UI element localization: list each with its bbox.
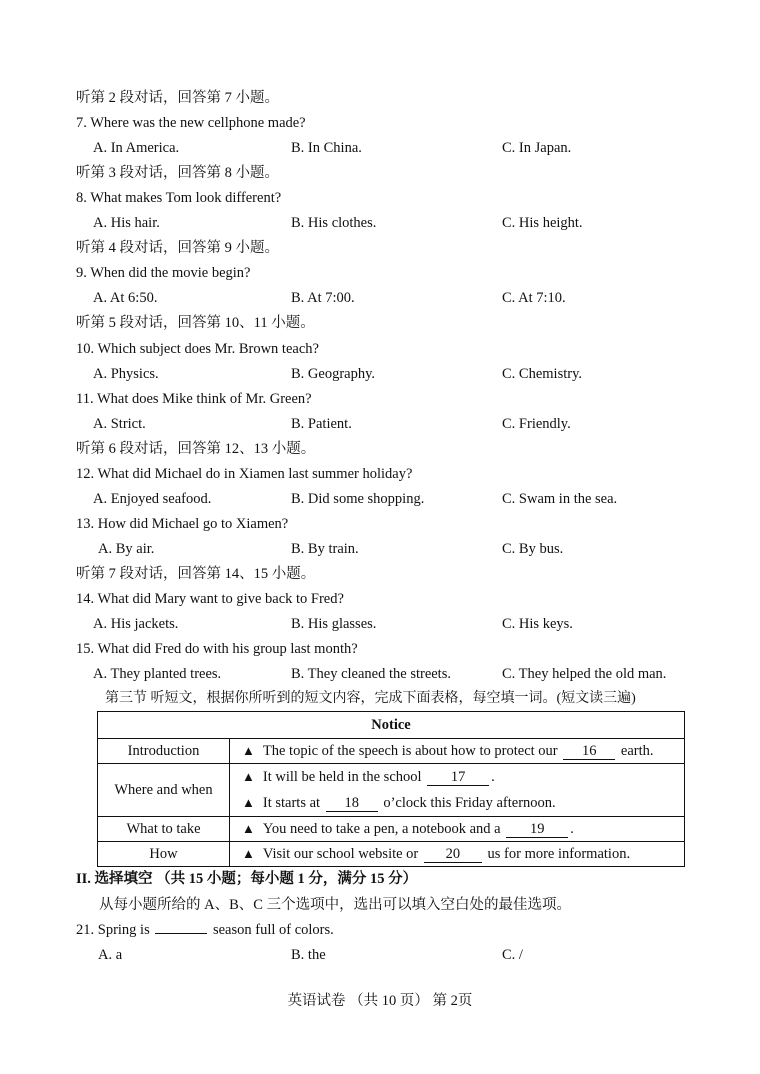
question-10-option-b: B. Geography. (291, 366, 376, 382)
question-21-option-a: A. a (98, 947, 123, 963)
blank-19: 19 (506, 822, 568, 838)
section-intro-4: 听第 4 段对话，回答第 9 小题。 (76, 240, 279, 256)
section-intro-3: 听第 3 段对话，回答第 8 小题。 (76, 165, 279, 181)
question-10-option-c: C. Chemistry. (502, 366, 583, 382)
page-footer: 英语试卷 （共 10 页） 第 2页 (287, 993, 473, 1009)
row-label-where-when: Where and when (98, 764, 230, 817)
question-11-option-c: C. Friendly. (502, 416, 571, 432)
blank-20: 20 (424, 847, 482, 863)
section-intro-7: 听第 7 段对话，回答第 14、15 小题。 (76, 566, 316, 582)
notice-title: Notice (98, 712, 685, 739)
row-content-what-to-take: ▲ You need to take a pen, a notebook and a 19 . (230, 817, 685, 842)
question-21-stem: 21. Spring is season full of colors. (76, 922, 334, 938)
question-12-stem: 12. What did Michael do in Xiamen last summer holiday? (76, 466, 413, 482)
row-content-introduction: ▲ The topic of the speech is about how to protect our 16 earth. (230, 739, 685, 764)
question-8-option-b: B. His clothes. (291, 215, 377, 231)
triangle-bullet-icon: ▲ (242, 820, 255, 836)
question-14-option-b: B. His glasses. (291, 616, 377, 632)
question-21-option-c: C. / (502, 947, 523, 963)
section-intro-5: 听第 5 段对话，回答第 10、11 小题。 (76, 315, 315, 331)
question-10-option-a: A. Physics. (93, 366, 159, 382)
triangle-bullet-icon: ▲ (242, 795, 255, 810)
question-7-option-a: A. In America. (93, 140, 180, 156)
question-11-option-b: B. Patient. (291, 416, 352, 432)
question-21-option-b: B. the (291, 947, 326, 963)
question-7-option-b: B. In China. (291, 140, 362, 156)
question-12-option-a: A. Enjoyed seafood. (93, 491, 212, 507)
section-intro-2: 听第 2 段对话，回答第 7 小题。 (76, 90, 279, 106)
blank-21 (155, 933, 207, 934)
question-14-stem: 14. What did Mary want to give back to Fred? (76, 591, 344, 607)
question-11-stem: 11. What does Mike think of Mr. Green? (76, 391, 312, 407)
blank-18: 18 (326, 796, 378, 812)
question-14-option-a: A. His jackets. (93, 616, 179, 632)
triangle-bullet-icon: ▲ (242, 769, 255, 784)
question-15-stem: 15. What did Fred do with his group last month? (76, 641, 358, 657)
section-3-instruction: 第三节 听短文，根据你所听到的短文内容，完成下面表格，每空填一词。(短文读三遍) (105, 691, 636, 706)
question-9-option-b: B. At 7:00. (291, 290, 355, 306)
where-line: ▲ It will be held in the school 17 . (242, 764, 684, 790)
question-9-stem: 9. When did the movie begin? (76, 265, 251, 281)
question-13-option-a: A. By air. (98, 541, 155, 557)
blank-16: 16 (563, 744, 615, 760)
question-9-option-c: C. At 7:10. (502, 290, 566, 306)
question-8-option-a: A. His hair. (93, 215, 160, 231)
question-7-option-c: C. In Japan. (502, 140, 572, 156)
question-15-option-a: A. They planted trees. (93, 666, 222, 682)
question-12-option-c: C. Swam in the sea. (502, 491, 618, 507)
row-label-how: How (98, 842, 230, 867)
notice-table (97, 711, 685, 867)
question-15-option-b: B. They cleaned the streets. (291, 666, 451, 682)
part-2-instruction: 从每小题所给的 A、B、C 三个选项中，选出可以填入空白处的最佳选项。 (99, 897, 572, 913)
triangle-bullet-icon: ▲ (242, 742, 255, 758)
question-15-option-c: C. They helped the old man. (502, 666, 667, 682)
part-2-heading: II. 选择填空 （共 15 小题；每小题 1 分，满分 15 分） (76, 871, 418, 887)
question-14-option-c: C. His keys. (502, 616, 573, 632)
question-13-option-b: B. By train. (291, 541, 359, 557)
row-label-what-to-take: What to take (98, 817, 230, 842)
row-content-how: ▲ Visit our school website or 20 us for more information. (230, 842, 685, 867)
question-13-option-c: C. By bus. (502, 541, 564, 557)
question-8-option-c: C. His height. (502, 215, 583, 231)
question-11-option-a: A. Strict. (93, 416, 146, 432)
triangle-bullet-icon: ▲ (242, 845, 255, 861)
question-12-option-b: B. Did some shopping. (291, 491, 425, 507)
question-8-stem: 8. What makes Tom look different? (76, 190, 282, 206)
blank-17: 17 (427, 770, 489, 786)
row-label-introduction: Introduction (98, 739, 230, 764)
question-9-option-a: A. At 6:50. (93, 290, 158, 306)
row-content-where-when (230, 764, 685, 817)
question-13-stem: 13. How did Michael go to Xiamen? (76, 516, 289, 532)
question-7-stem: 7. Where was the new cellphone made? (76, 115, 306, 131)
when-line: ▲ It starts at 18 o’clock this Friday afternoon. (242, 790, 684, 816)
section-intro-6: 听第 6 段对话，回答第 12、13 小题。 (76, 441, 316, 457)
question-10-stem: 10. Which subject does Mr. Brown teach? (76, 341, 319, 357)
